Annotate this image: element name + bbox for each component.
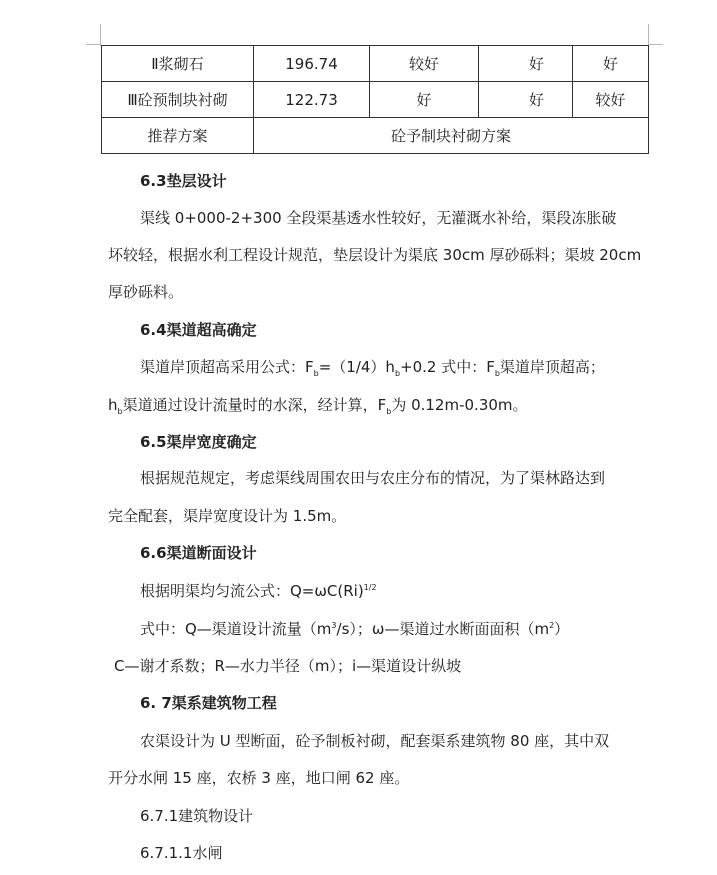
scheme-comparison-table bbox=[101, 45, 649, 154]
paragraph-line: $h_b$渠道通过设计流量时的水深，经计算，$F_b$为 0.12m-0.30m。 bbox=[108, 396, 528, 416]
table-cell: 好 bbox=[370, 82, 479, 118]
table-cell: Ⅱ浆砌石 bbox=[102, 46, 254, 82]
paragraph-line: 坏较轻，根据水利工程设计规范，垫层设计为渠底 30cm 厚砂砾料；渠坡 20cm bbox=[108, 246, 642, 264]
table-cell: 122.73 bbox=[254, 82, 370, 118]
formula-line: 根据明渠均匀流公式：$Q=\omega C(Ri)^{1/2}$ bbox=[140, 582, 377, 600]
table-cell: 好 bbox=[573, 46, 649, 82]
paragraph-line: 开分水闸 15 座，农桥 3 座，地口闸 62 座。 bbox=[108, 769, 410, 787]
paragraph-line: 根据规范规定，考虑渠线周围农田与农庄分布的情况，为了渠林路达到 bbox=[140, 469, 606, 487]
subsection-heading: 6.7.1建筑物设计 bbox=[140, 807, 254, 825]
section-heading: 6.6渠道断面设计 bbox=[140, 544, 257, 562]
page-corner-mark bbox=[648, 24, 649, 46]
paragraph-line: 渠道岸顶超高采用公式：$F_b=(1/4)h_b+0.2$ 式中：$F_b$渠道岸顶超高； bbox=[140, 358, 605, 378]
paragraph-line: 厚砂砾料。 bbox=[108, 283, 184, 301]
paragraph-line: 完全配套，渠岸宽度设计为 1.5m。 bbox=[108, 507, 347, 525]
table-cell: 较好 bbox=[573, 82, 649, 118]
paragraph-line: C—谢才系数；R—水力半径（m）；i—渠道设计纵坡 bbox=[114, 657, 462, 675]
table-cell: 好 bbox=[479, 46, 573, 82]
section-heading: 6.3垫层设计 bbox=[140, 172, 227, 190]
paragraph-line: 渠线 0+000-2+300 全段渠基透水性较好，无灌溉水补给，渠段冻胀破 bbox=[140, 209, 617, 227]
table-row bbox=[102, 118, 649, 154]
paragraph-line: 农渠设计为 U 型断面，砼予制板衬砌，配套渠系建筑物 80 座，其中双 bbox=[140, 732, 610, 750]
table-row bbox=[102, 82, 649, 118]
subsection-heading: 6.7.1.1水闸 bbox=[140, 844, 223, 862]
page-corner-mark bbox=[648, 44, 663, 45]
paragraph-line: 式中：Q—渠道设计流量$(m^3/s)$；ω—渠道过水断面面积$(m^2)$ bbox=[140, 620, 570, 638]
page-corner-mark bbox=[86, 44, 101, 45]
section-heading: 6.4渠道超高确定 bbox=[140, 321, 257, 339]
table-cell: 推荐方案 bbox=[102, 118, 254, 154]
page-corner-mark bbox=[100, 24, 101, 46]
table-cell: 好 bbox=[479, 82, 573, 118]
table-cell: Ⅲ砼预制块衬砌 bbox=[102, 82, 254, 118]
table-cell: 砼予制块衬砌方案 bbox=[254, 118, 649, 154]
section-heading: 6.5渠岸宽度确定 bbox=[140, 433, 257, 451]
section-heading: 6. 7渠系建筑物工程 bbox=[140, 694, 277, 712]
table-row bbox=[102, 46, 649, 82]
table-cell: 较好 bbox=[370, 46, 479, 82]
table-cell: 196.74 bbox=[254, 46, 370, 82]
